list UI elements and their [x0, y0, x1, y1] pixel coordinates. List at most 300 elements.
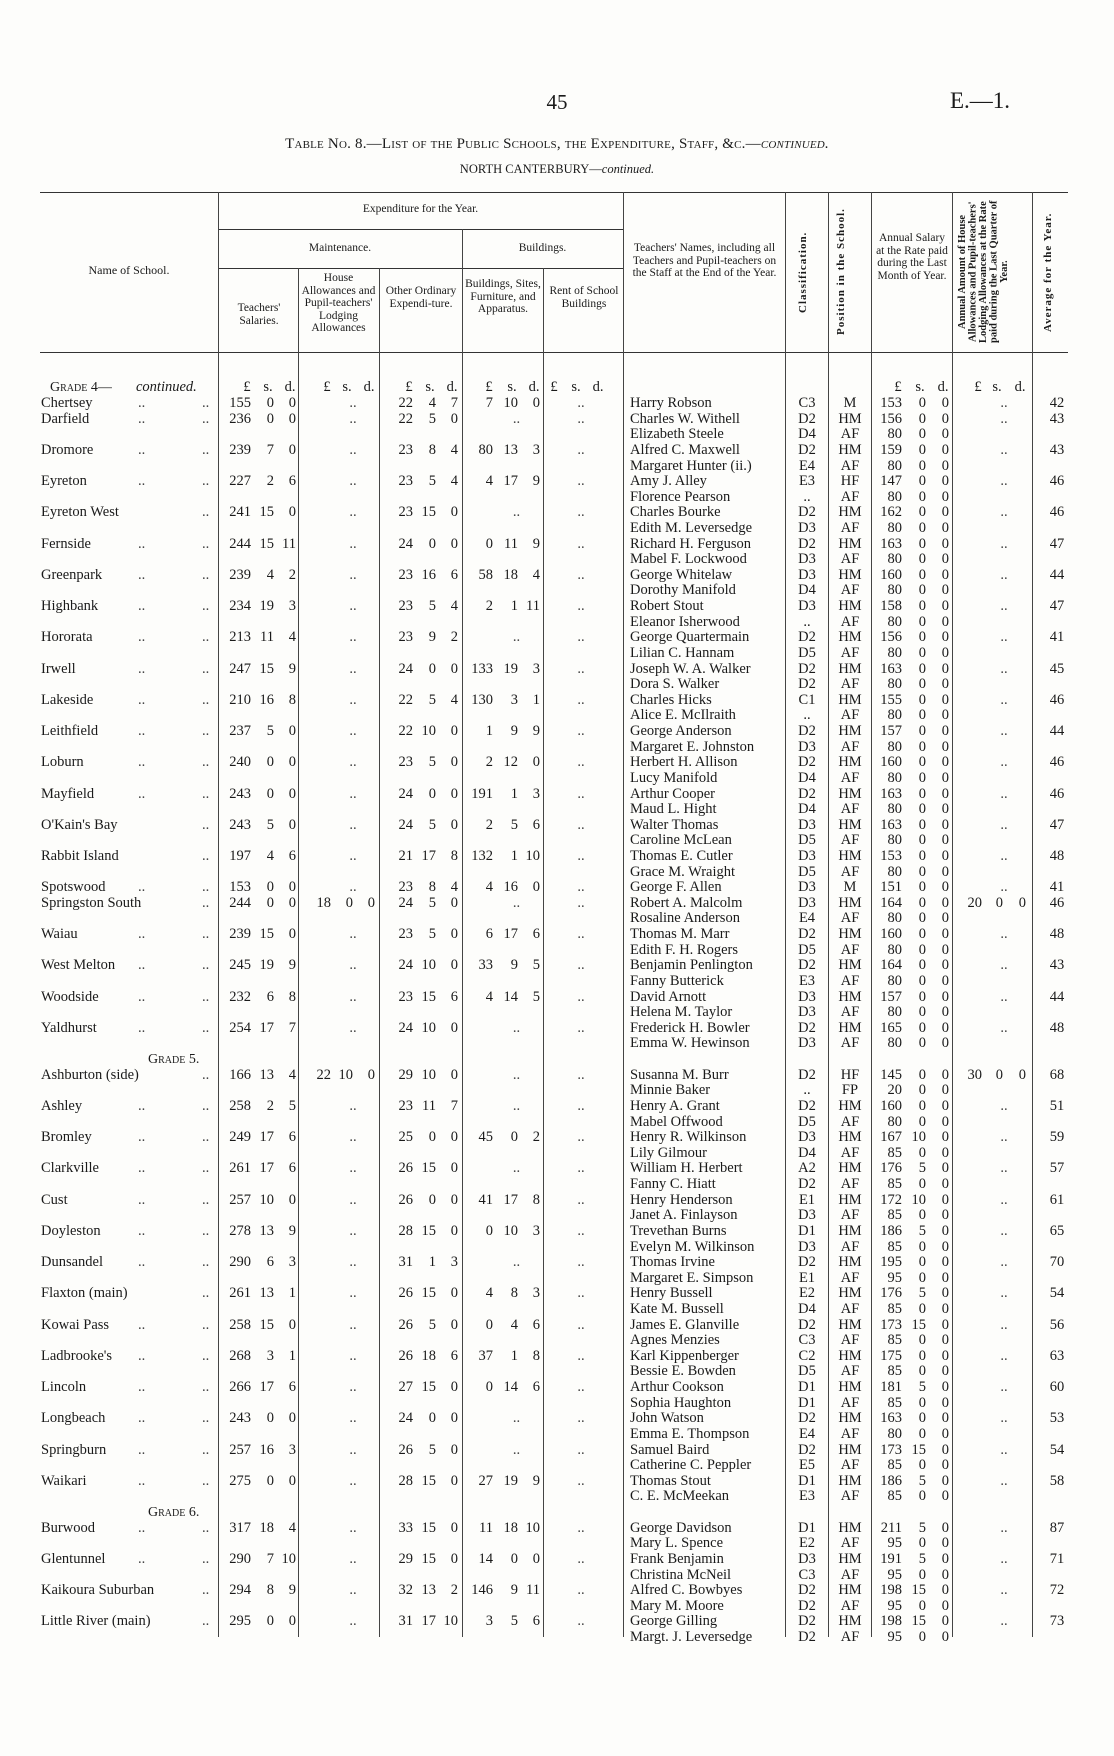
leader-dots: ..: [202, 1347, 210, 1364]
teachers-salaries-shillings: 0: [266, 1613, 274, 1630]
other-expenditure-shillings: 15: [421, 1550, 436, 1567]
teacher-salary-pounds: 160: [880, 1097, 902, 1114]
teacher-position: AF: [840, 1457, 860, 1474]
teacher-salary-pence: 0: [941, 1082, 949, 1099]
teacher-salary-shillings: 0: [918, 785, 926, 802]
leader-dots: ..: [202, 598, 210, 615]
leader-dots: ..: [202, 926, 210, 943]
allowance-empty: ..: [1000, 504, 1008, 521]
school-name: Bromley: [41, 1129, 92, 1146]
teacher-classification: D2: [798, 660, 816, 677]
teacher-name: Dora S. Walker: [630, 676, 720, 693]
buildings-expenditure-empty: ..: [512, 410, 521, 427]
teachers-salaries-pounds: 268: [229, 1347, 251, 1364]
average-attendance: 46: [1049, 504, 1065, 521]
teacher-position: HM: [838, 1191, 862, 1208]
teacher-salary-shillings: 0: [918, 707, 926, 724]
teacher-salary-pence: 0: [941, 1457, 949, 1474]
teachers-salaries-pounds: 239: [229, 441, 251, 458]
buildings-expenditure-pence: 3: [532, 1222, 540, 1239]
other-expenditure-shillings: 5: [428, 1441, 436, 1458]
other-expenditure-pence: 0: [450, 1222, 458, 1239]
teacher-classification: E4: [798, 1425, 816, 1442]
other-expenditure-pence: 0: [450, 1191, 458, 1208]
teacher-classification: D3: [798, 598, 816, 615]
teacher-salary-pence: 0: [941, 910, 949, 927]
teacher-salary-shillings: 0: [918, 1066, 926, 1083]
other-expenditure-pence: 4: [450, 598, 458, 615]
teacher-name: Herbert H. Allison: [630, 754, 738, 771]
teacher-classification: D2: [798, 1410, 816, 1427]
teacher-name: Robert A. Malcolm: [630, 894, 743, 911]
other-expenditure-shillings: 10: [421, 1066, 436, 1083]
house-allowances-empty: ..: [349, 988, 357, 1005]
buildings-expenditure-pence: 6: [532, 1379, 540, 1396]
teacher-name: Harry Robson: [630, 395, 712, 412]
teacher-classification: D3: [798, 879, 816, 896]
teacher-salary-pence: 0: [941, 1550, 949, 1567]
teacher-classification: D3: [798, 894, 816, 911]
school-name: Loburn: [41, 754, 84, 771]
allowance-empty: ..: [1000, 1019, 1008, 1036]
other-expenditure-pence: 3: [450, 1254, 458, 1271]
unit-pounds-label: £: [550, 379, 558, 396]
allowance-shillings: 0: [995, 1066, 1003, 1083]
teacher-salary-shillings: 5: [918, 1285, 926, 1302]
buildings-expenditure-pounds: 37: [478, 1347, 493, 1364]
teachers-salaries-shillings: 19: [259, 957, 274, 974]
table-title: [0, 136, 1114, 153]
other-expenditure-pence: 0: [450, 1160, 458, 1177]
other-expenditure-pence: 0: [450, 723, 458, 740]
teachers-salaries-pounds: 294: [229, 1582, 251, 1599]
header-rent: Rent of School Buildings: [549, 285, 619, 310]
teacher-salary-pounds: 80: [887, 551, 902, 568]
other-expenditure-pence: 4: [450, 441, 458, 458]
teacher-classification: D3: [798, 566, 816, 583]
teachers-salaries-shillings: 0: [266, 1472, 274, 1489]
teacher-name: George Whitelaw: [630, 566, 733, 583]
teacher-name: Charles Hicks: [630, 691, 712, 708]
buildings-expenditure-shillings: 1: [510, 1347, 518, 1364]
teachers-salaries-shillings: 13: [259, 1066, 274, 1083]
leader-dots: ..: [202, 535, 210, 552]
teachers-salaries-shillings: 17: [259, 1129, 274, 1146]
teacher-salary-pence: 0: [941, 1035, 949, 1052]
teacher-salary-pounds: 153: [880, 395, 902, 412]
teacher-salary-pence: 0: [941, 1347, 949, 1364]
teacher-salary-pence: 0: [941, 754, 949, 771]
average-attendance: 53: [1049, 1410, 1065, 1427]
allowance-empty: ..: [1000, 473, 1008, 490]
teachers-salaries-pence: 0: [288, 1410, 296, 1427]
leader-dots: ..: [138, 1472, 146, 1489]
header-maintenance: Maintenance.: [308, 242, 372, 254]
school-name: Eyreton: [41, 473, 87, 490]
allowance-empty: ..: [1000, 988, 1008, 1005]
leader-dots: ..: [202, 441, 210, 458]
teacher-name: Lily Gilmour: [630, 1144, 707, 1161]
teachers-salaries-shillings: 2: [266, 1097, 274, 1114]
teacher-name: George Quartermain: [630, 629, 750, 646]
house-allowances-empty: ..: [349, 1160, 357, 1177]
other-expenditure-pence: 0: [450, 660, 458, 677]
teacher-salary-shillings: 0: [918, 1597, 926, 1614]
rent-empty: ..: [577, 1472, 585, 1489]
teacher-classification: E1: [798, 1191, 816, 1208]
other-expenditure-pounds: 24: [398, 785, 413, 802]
teacher-name: George Davidson: [630, 1519, 732, 1536]
school-name: Greenpark: [41, 566, 103, 583]
teacher-name: Margaret Hunter (ii.): [630, 457, 752, 474]
buildings-expenditure-pence: 9: [532, 723, 540, 740]
other-expenditure-pence: 0: [450, 1441, 458, 1458]
teacher-name: Maud L. Hight: [630, 801, 717, 818]
leader-dots: ..: [202, 1097, 210, 1114]
teacher-position: AF: [840, 1597, 860, 1614]
leader-dots: ..: [138, 1550, 146, 1567]
teacher-name: Richard H. Ferguson: [630, 535, 751, 552]
teacher-position: HM: [838, 410, 862, 427]
leader-dots: ..: [202, 754, 210, 771]
rent-empty: ..: [577, 1410, 585, 1427]
other-expenditure-shillings: 4: [428, 395, 436, 412]
teacher-classification: D4: [798, 582, 816, 599]
teacher-name: Margt. J. Leversedge: [630, 1629, 753, 1645]
teacher-salary-pence: 0: [941, 894, 949, 911]
teacher-salary-shillings: 0: [918, 660, 926, 677]
teacher-salary-pounds: 198: [880, 1613, 902, 1630]
teacher-salary-shillings: 0: [918, 1269, 926, 1286]
teacher-salary-shillings: 0: [918, 1394, 926, 1411]
teacher-position: AF: [840, 613, 860, 630]
teacher-salary-pounds: 85: [887, 1457, 902, 1474]
teacher-salary-pence: 0: [941, 972, 949, 989]
teacher-salary-pence: 0: [941, 519, 949, 536]
other-expenditure-pounds: 24: [398, 816, 413, 833]
teacher-salary-pounds: 80: [887, 1425, 902, 1442]
teacher-position: AF: [840, 644, 860, 661]
house-allowances-empty: ..: [349, 879, 357, 896]
teacher-position: AF: [840, 1113, 860, 1130]
header-teachers-names: Teachers' Names, including all Teachers and Pupil-teachers on the Staff at the End of the Year.: [632, 242, 777, 279]
allowance-pounds: 30: [967, 1066, 982, 1083]
teacher-classification: D3: [798, 1550, 816, 1567]
buildings-expenditure-pounds: 45: [478, 1129, 493, 1146]
teachers-salaries-shillings: 18: [259, 1519, 274, 1536]
teacher-position: AF: [840, 801, 860, 818]
teacher-salary-pounds: 175: [880, 1347, 902, 1364]
teacher-salary-shillings: 0: [918, 1425, 926, 1442]
header-other-expenditure: Other Ordinary Expendi-ture.: [385, 285, 457, 310]
teacher-classification: E2: [798, 1285, 816, 1302]
leader-dots: ..: [138, 1129, 146, 1146]
teacher-name: Charles W. Withell: [630, 410, 740, 427]
buildings-expenditure-pounds: 0: [485, 1379, 493, 1396]
allowance-empty: ..: [1000, 1129, 1008, 1146]
teachers-salaries-shillings: 15: [259, 1316, 274, 1333]
other-expenditure-pounds: 23: [398, 629, 413, 646]
teacher-salary-shillings: 0: [918, 1332, 926, 1349]
other-expenditure-shillings: 17: [421, 1613, 436, 1630]
teacher-salary-pence: 0: [941, 1285, 949, 1302]
teachers-salaries-pence: 3: [288, 1441, 296, 1458]
teachers-salaries-pounds: 278: [229, 1222, 251, 1239]
teacher-position: HF: [840, 473, 860, 490]
teacher-position: HM: [838, 1347, 862, 1364]
teacher-classification: D4: [798, 1300, 816, 1317]
rent-empty: ..: [577, 598, 585, 615]
teacher-salary-shillings: 0: [918, 426, 926, 443]
school-name: Doyleston: [41, 1222, 101, 1239]
other-expenditure-shillings: 15: [421, 1160, 436, 1177]
teacher-name: Mabel F. Lockwood: [630, 551, 747, 568]
teacher-salary-shillings: 0: [918, 566, 926, 583]
teachers-salaries-pence: 0: [288, 1613, 296, 1630]
house-allowances-empty: ..: [349, 473, 357, 490]
teachers-salaries-pence: 9: [288, 1222, 296, 1239]
rent-empty: ..: [577, 1441, 585, 1458]
leader-dots: ..: [138, 754, 146, 771]
unit-pence-label: d.: [1014, 379, 1026, 396]
average-attendance: 44: [1049, 723, 1065, 740]
leader-dots: ..: [202, 1316, 210, 1333]
teacher-position: HM: [838, 785, 862, 802]
teacher-name: Alfred C. Maxwell: [630, 441, 740, 458]
teachers-salaries-pence: 1: [288, 1285, 296, 1302]
grade-heading: Grade 5.: [148, 1052, 200, 1068]
school-name: Clarkville: [41, 1160, 99, 1177]
teacher-classification: D5: [798, 644, 816, 661]
other-expenditure-pence: 6: [450, 1347, 458, 1364]
other-expenditure-pence: 0: [450, 1550, 458, 1567]
leader-dots: ..: [202, 957, 210, 974]
average-attendance: 41: [1049, 629, 1065, 646]
teacher-classification: D2: [798, 1597, 816, 1614]
teachers-salaries-pence: 0: [288, 723, 296, 740]
teachers-salaries-pounds: 243: [229, 785, 251, 802]
teacher-classification: D2: [798, 957, 816, 974]
teachers-salaries-shillings: 17: [259, 1019, 274, 1036]
teacher-salary-pence: 0: [941, 613, 949, 630]
teacher-classification: D4: [798, 769, 816, 786]
average-attendance: 46: [1049, 894, 1065, 911]
teachers-salaries-pounds: 245: [229, 957, 251, 974]
teacher-name: Edith M. Leversedge: [630, 519, 753, 536]
teacher-salary-pounds: 145: [880, 1066, 902, 1083]
teacher-salary-pence: 0: [941, 441, 949, 458]
other-expenditure-pence: 0: [450, 410, 458, 427]
rent-empty: ..: [577, 1550, 585, 1567]
teacher-position: HM: [838, 598, 862, 615]
teacher-position: AF: [840, 1004, 860, 1021]
other-expenditure-pence: 0: [450, 1129, 458, 1146]
buildings-expenditure-pence: 10: [525, 1519, 540, 1536]
leader-dots: ..: [138, 957, 146, 974]
allowance-empty: ..: [1000, 785, 1008, 802]
teacher-name: Henry A. Grant: [630, 1097, 720, 1114]
leader-dots: ..: [138, 785, 146, 802]
teacher-salary-pence: 0: [941, 1472, 949, 1489]
other-expenditure-pounds: 27: [398, 1379, 413, 1396]
teachers-salaries-pounds: 290: [229, 1550, 251, 1567]
buildings-expenditure-pounds: 14: [478, 1550, 493, 1567]
teacher-classification: D2: [798, 504, 816, 521]
other-expenditure-pence: 0: [450, 816, 458, 833]
teacher-name: Susanna M. Burr: [630, 1066, 729, 1083]
leader-dots: ..: [138, 988, 146, 1005]
teacher-classification: D4: [798, 426, 816, 443]
allowance-empty: ..: [1000, 1222, 1008, 1239]
buildings-expenditure-shillings: 5: [510, 816, 518, 833]
house-allowances-empty: ..: [349, 754, 357, 771]
teachers-salaries-pence: 4: [288, 1519, 296, 1536]
teacher-position: HM: [838, 1254, 862, 1271]
teacher-salary-shillings: 0: [918, 972, 926, 989]
leader-dots: ..: [202, 1441, 210, 1458]
teacher-position: AF: [840, 832, 860, 849]
allowance-empty: ..: [1000, 926, 1008, 943]
teacher-salary-shillings: 0: [918, 754, 926, 771]
teacher-position: AF: [840, 676, 860, 693]
buildings-expenditure-pounds: 3: [485, 1613, 493, 1630]
teachers-salaries-pence: 9: [288, 1582, 296, 1599]
teachers-salaries-pence: 6: [288, 1160, 296, 1177]
leader-dots: ..: [138, 473, 146, 490]
teacher-name: Kate M. Bussell: [630, 1300, 724, 1317]
teachers-salaries-shillings: 0: [266, 1410, 274, 1427]
teacher-salary-pounds: 85: [887, 1363, 902, 1380]
teachers-salaries-pounds: 236: [229, 410, 251, 427]
teacher-salary-pounds: 186: [880, 1472, 902, 1489]
teacher-salary-pence: 0: [941, 395, 949, 412]
teacher-position: AF: [840, 1394, 860, 1411]
teacher-position: AF: [840, 1238, 860, 1255]
buildings-expenditure-pounds: 7: [485, 395, 493, 412]
teacher-salary-pence: 0: [941, 473, 949, 490]
teacher-name: Arthur Cookson: [630, 1379, 724, 1396]
teacher-salary-pence: 0: [941, 1519, 949, 1536]
teacher-salary-pounds: 167: [880, 1129, 902, 1146]
teacher-salary-pounds: 80: [887, 426, 902, 443]
teacher-classification: C2: [798, 1347, 816, 1364]
buildings-expenditure-shillings: 9: [510, 1582, 518, 1599]
teachers-salaries-pence: 11: [282, 535, 296, 552]
allowance-shillings: 0: [995, 894, 1003, 911]
teachers-salaries-pounds: 234: [229, 598, 251, 615]
buildings-expenditure-pence: 8: [532, 1347, 540, 1364]
teacher-salary-pence: 0: [941, 1144, 949, 1161]
rent-empty: ..: [577, 988, 585, 1005]
teacher-salary-shillings: 0: [918, 535, 926, 552]
unit-pounds-label: £: [243, 379, 251, 396]
allowance-empty: ..: [1000, 598, 1008, 615]
buildings-expenditure-pounds: 4: [485, 473, 493, 490]
teacher-position: HM: [838, 1582, 862, 1599]
teachers-salaries-pence: 6: [288, 848, 296, 864]
rent-empty: ..: [577, 629, 585, 646]
other-expenditure-pence: 0: [450, 504, 458, 521]
buildings-expenditure-pounds: 0: [485, 535, 493, 552]
other-expenditure-shillings: 0: [428, 535, 436, 552]
buildings-expenditure-shillings: 11: [504, 535, 518, 552]
leader-dots: ..: [202, 1160, 210, 1177]
average-attendance: 61: [1049, 1191, 1065, 1208]
rent-empty: ..: [577, 441, 585, 458]
teacher-classification: D2: [798, 676, 816, 693]
teacher-position: HM: [838, 1472, 862, 1489]
teachers-salaries-pence: 0: [288, 926, 296, 943]
teacher-salary-shillings: 0: [918, 676, 926, 693]
house-allowances-empty: ..: [349, 1550, 357, 1567]
teacher-salary-pounds: 85: [887, 1238, 902, 1255]
buildings-expenditure-pence: 11: [526, 598, 540, 615]
allowance-empty: ..: [1000, 879, 1008, 896]
teacher-name: James E. Glanville: [630, 1316, 740, 1333]
leader-dots: ..: [138, 598, 146, 615]
teacher-name: Catherine C. Peppler: [630, 1457, 752, 1474]
teacher-salary-shillings: 0: [918, 848, 926, 864]
house-allowances-empty: ..: [349, 504, 357, 521]
teachers-salaries-pence: 3: [288, 1254, 296, 1271]
rent-empty: ..: [577, 1582, 585, 1599]
other-expenditure-pounds: 24: [398, 535, 413, 552]
teacher-salary-pence: 0: [941, 598, 949, 615]
leader-dots: ..: [202, 1410, 210, 1427]
teacher-position: HM: [838, 848, 862, 864]
other-expenditure-shillings: 5: [428, 598, 436, 615]
teacher-position: AF: [840, 519, 860, 536]
teacher-salary-pounds: 95: [887, 1269, 902, 1286]
buildings-expenditure-shillings: 12: [503, 754, 518, 771]
teacher-salary-pence: 0: [941, 707, 949, 724]
teacher-salary-shillings: 0: [918, 457, 926, 474]
teachers-salaries-pence: 0: [288, 879, 296, 896]
teachers-salaries-shillings: 0: [266, 395, 274, 412]
rent-empty: ..: [577, 1097, 585, 1114]
teacher-salary-shillings: 0: [918, 910, 926, 927]
teacher-name: Henry Henderson: [630, 1191, 733, 1208]
other-expenditure-pence: 0: [450, 1472, 458, 1489]
leader-dots: ..: [138, 723, 146, 740]
house-allowances-empty: ..: [349, 441, 357, 458]
teacher-classification: E2: [798, 1535, 816, 1552]
buildings-expenditure-shillings: 1: [510, 598, 518, 615]
leader-dots: ..: [202, 1582, 210, 1599]
buildings-expenditure-pence: 6: [532, 1613, 540, 1630]
teachers-salaries-pounds: 239: [229, 566, 251, 583]
teacher-name: William H. Herbert: [630, 1160, 743, 1177]
teacher-salary-shillings: 0: [918, 644, 926, 661]
house-allowances-empty: ..: [349, 1097, 357, 1114]
other-expenditure-pence: 7: [450, 395, 458, 412]
other-expenditure-pounds: 24: [398, 1410, 413, 1427]
buildings-expenditure-pounds: 191: [471, 785, 493, 802]
teachers-salaries-pounds: 257: [229, 1441, 251, 1458]
teachers-salaries-pounds: 243: [229, 816, 251, 833]
teacher-salary-shillings: 0: [918, 863, 926, 880]
house-allowances-empty: ..: [349, 1285, 357, 1302]
school-name: Lakeside: [41, 691, 94, 708]
allowance-empty: ..: [1000, 660, 1008, 677]
teacher-position: HM: [838, 1379, 862, 1396]
rent-empty: ..: [577, 816, 585, 833]
teacher-position: AF: [840, 1566, 860, 1583]
grade-heading: Grade 4—: [50, 380, 112, 396]
other-expenditure-pounds: 24: [398, 1019, 413, 1036]
average-attendance: 51: [1049, 1097, 1065, 1114]
average-attendance: 72: [1049, 1582, 1065, 1599]
